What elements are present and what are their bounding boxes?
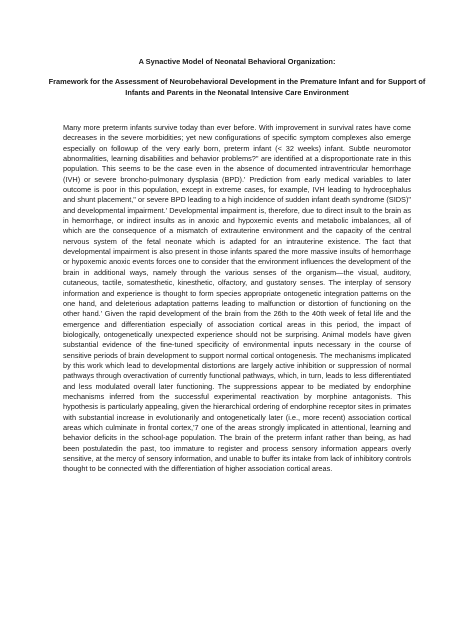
body-paragraph: Many more preterm infants survive today than ever before. With improvement in survival rates have come decreases in the severe morbidities; yet new configurations of specific symptom complexes also emerge especially on followup of the very early born, preterm infant (< 32 weeks) infant. Subtle neuromotor abnormalities, learning disabilities and behavior problems?" are identified at a disproportionate rate in this population. This seems to be the case even in the absence of documented intraventricular hemorrhage (IVH) or severe broncho-pulmonary dysplasia (BPD).' Prediction from early medical variables to later outcome is poor in this population, except in extreme cases, for example, IVH leading to hydrocephalus and shunt placement," or severe BPD leading to a high incidence of sudden infant death syndrome (SIDS)" and developmental impairment.' Developmental impairment is, therefore, due to direct insult to the brain as in hemorrhage, or indirect insults as in anoxic and hypoxemic events and metabolic imbalances, all of which are the consequence of a mismatch of extrauterine environment and the capacity of the central nervous system of the fetal neonate which is adapted for an intrauterine existence. The fact that developmental impairment is also present in those infants spared the more massive insults of hemorrhage or hypoxemic anoxic events forces one to consider that the environment influences the development of the brain in additional ways, namely through the various senses of the organism—the visual, auditory, cutaneous, tactile, somatesthetic, kinesthetic, olfactory, and gustatory senses. The interplay of sensory information and experience is thought to form species appropriate ontogenetic integration patterns on the one hand, and deleterious adaptation patterns leading to malfunction or distortion of functioning on the other hand.' Given the rapid development of the brain from the 26th to the 40th week of fetal life and the emergence and differentiation especially of association cortical areas in this period, the impact of biologically, ontogenetically unexpected experience should not be surprising. Animal models have given substantial evidence of the fine-tuned specificity of environmental inputs necessary in the course of sensitive periods of brain development to support normal cortical ontogenesis. The mechanisms implicated by this work which lead to developmental distortions are largely active inhibition or suppression of normal pathways through overactivation of currently functional pathways, which, in turn, leads to less differentiated and less modulated overall later functioning. The suppressions appear to be mediated by endorphine mechanisms inferred from the successful experimental reactivation by morphine antagonists. This hypothesis is particularly appealing, given the hierarchical ordering of endorphine receptor sites in primates with substantial increase in evolutionarily and ontogenetically later (i.e., more recent) association cortical areas which culminate in frontal cortex,'7 one of the areas strongly implicated in attentional, learning and behavior deficits in the school-age population. The brain of the preterm infant rather than being, as had been postulatedin the past, too immature to register and process sensory information appears overly sensitive, at the mercy of sensory information, and unable to buffer its intake from lack of inhibitory controls thought to be connected with the differentiation of higher association cortical areas. bbox=[63, 123, 411, 474]
document-subtitle: Framework for the Assessment of Neurobehavioral Development in the Premature Infant and for Support of Infants and Parents in the Neonatal Intensive Care Environment bbox=[48, 77, 426, 97]
document-title: A Synactive Model of Neonatal Behavioral Organization: bbox=[138, 57, 336, 66]
